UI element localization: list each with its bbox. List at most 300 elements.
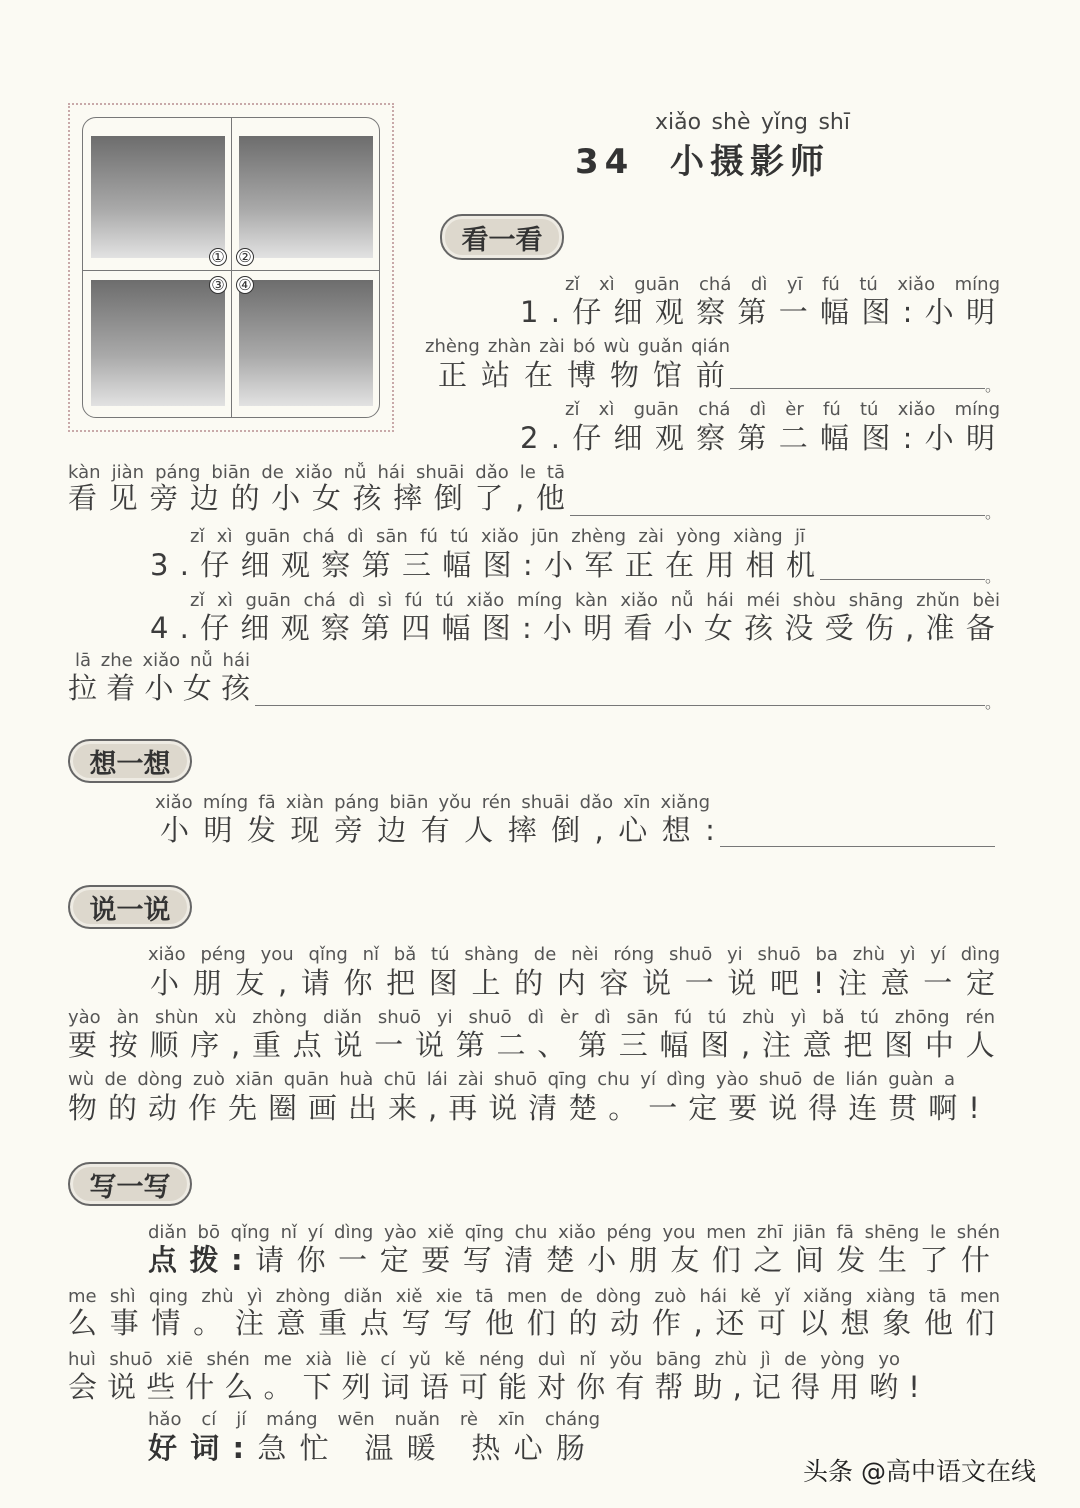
- character: 。: [608, 1091, 638, 1125]
- character: 馆: [652, 358, 682, 392]
- character: 正: [438, 358, 468, 392]
- character: 4: [150, 611, 169, 645]
- character: 语: [419, 1370, 449, 1404]
- pinyin-line: kàn jiàn páng biān de xiǎo nǚ hái shuāi dǎo le tā: [68, 462, 565, 483]
- character: 他: [535, 481, 565, 515]
- character: 小: [924, 295, 954, 329]
- question-4-line: [150, 610, 995, 646]
- character: 他: [923, 1306, 953, 1340]
- character: 幅: [442, 548, 472, 582]
- character: 一: [684, 966, 714, 1000]
- character: 倒: [551, 813, 581, 847]
- character: 说: [107, 1370, 137, 1404]
- character: 说: [768, 1091, 798, 1125]
- lesson-name: 小摄影师: [670, 142, 831, 182]
- panel-number: ④: [236, 276, 254, 294]
- character: :: [705, 813, 715, 847]
- character: 女: [311, 481, 341, 515]
- character: 友: [670, 1243, 700, 1277]
- answer-blank-2[interactable]: [570, 515, 985, 516]
- character: 得: [808, 1091, 838, 1125]
- character: !: [812, 966, 825, 1000]
- character: 词: [380, 1370, 410, 1404]
- pinyin-line: me shì qing zhù yì zhòng diǎn xiě xie tā men de dòng zuò hái kě yǐ xiǎng xiàng tā men: [68, 1286, 1000, 1307]
- character: 词: [190, 1431, 220, 1465]
- character: 前: [695, 358, 725, 392]
- character: 明: [965, 295, 995, 329]
- character: 一: [778, 295, 808, 329]
- character: 图: [700, 1028, 730, 1062]
- character: 小: [663, 611, 693, 645]
- period: 。: [985, 376, 1002, 395]
- question-2-line: [520, 420, 995, 456]
- character: 要: [421, 1243, 451, 1277]
- character: 写: [443, 1306, 473, 1340]
- character: 在: [523, 358, 553, 392]
- panel-3-image: [91, 280, 225, 406]
- title-pinyin: xiǎo shè yǐng shī: [655, 110, 850, 135]
- character: 见: [108, 481, 138, 515]
- character: 观: [280, 548, 310, 582]
- answer-blank-3[interactable]: [820, 579, 985, 580]
- character: ,: [231, 1028, 241, 1062]
- panel-divider: [83, 270, 379, 271]
- character: !: [908, 1370, 920, 1404]
- period: 。: [985, 503, 1002, 522]
- character: 一: [648, 1091, 678, 1125]
- character: 楚: [545, 1243, 575, 1277]
- question-1-line: [438, 357, 725, 393]
- character: 点: [359, 1306, 389, 1340]
- character: 2: [520, 421, 539, 455]
- character: 把: [843, 1028, 873, 1062]
- character: 孩: [744, 611, 774, 645]
- character: 列: [341, 1370, 371, 1404]
- character: 小: [544, 548, 574, 582]
- pinyin-line: zǐ xì guān chá dì sì fú tú xiǎo míng kàn xiǎo nǚ hái méi shòu shāng zhǔn bèi: [190, 590, 1000, 611]
- character: 作: [651, 1306, 681, 1340]
- character: 友: [235, 966, 265, 1000]
- panel-2-image: [239, 136, 373, 258]
- character: 之: [753, 1243, 783, 1277]
- pinyin-line: yào àn shùn xù zhòng diǎn shuō yi shuō dì èr dì sān fú tú zhù yì bǎ tú zhōng rén: [68, 1007, 995, 1028]
- character: ,: [732, 1370, 742, 1404]
- character: 请: [300, 966, 330, 1000]
- character: 用: [830, 1370, 860, 1404]
- character: 点: [148, 1243, 178, 1277]
- character: .: [550, 295, 560, 329]
- character: 想: [840, 1306, 870, 1340]
- character: 以: [798, 1306, 828, 1340]
- character: 急: [257, 1431, 287, 1465]
- character: 。: [263, 1370, 293, 1404]
- character: 小: [271, 481, 301, 515]
- character: 你: [343, 966, 373, 1000]
- character: 倒: [433, 481, 463, 515]
- character: 四: [401, 611, 431, 645]
- character: 女: [703, 611, 733, 645]
- write-tip-line: [68, 1369, 920, 1405]
- character: 说: [642, 966, 672, 1000]
- character: 一: [923, 966, 953, 1000]
- character: 好: [148, 1431, 178, 1465]
- character: ,: [693, 1306, 703, 1340]
- character: 备: [965, 611, 995, 645]
- character: 小: [587, 1243, 617, 1277]
- panel-number: ①: [209, 248, 227, 266]
- pinyin-line: xiǎo péng you qǐng nǐ bǎ tú shàng de nèi róng shuō yi shuō ba zhù yì yí dìng: [148, 944, 1000, 965]
- character: ,: [594, 813, 604, 847]
- character: 意: [880, 966, 910, 1000]
- character: 先: [228, 1091, 258, 1125]
- character: 图: [481, 611, 511, 645]
- character: 察: [321, 548, 351, 582]
- character: 肠: [555, 1431, 585, 1465]
- character: 旁: [333, 813, 363, 847]
- character: 们: [965, 1306, 995, 1340]
- character: 二: [496, 1028, 526, 1062]
- character: 察: [696, 421, 726, 455]
- character: 助: [693, 1370, 723, 1404]
- character: 要: [68, 1028, 98, 1062]
- character: 第: [455, 1028, 485, 1062]
- question-4-line: [68, 670, 250, 706]
- character: 看: [68, 481, 98, 515]
- pinyin-line: hǎo cí jí máng wēn nuǎn rè xīn cháng: [148, 1409, 600, 1430]
- section-say-badge: 说一说: [68, 885, 192, 929]
- character: 间: [794, 1243, 824, 1277]
- character: 清: [504, 1243, 534, 1277]
- character: 把: [386, 966, 416, 1000]
- question-3-line: [150, 547, 815, 583]
- pinyin-line: zhèng zhàn zài bó wù guǎn qián: [425, 336, 730, 357]
- character: 小: [144, 671, 174, 705]
- character: :: [521, 611, 532, 645]
- character: 观: [654, 295, 684, 329]
- character: 注: [837, 966, 867, 1000]
- character: 明: [583, 611, 613, 645]
- character: ,: [905, 611, 915, 645]
- character: 旁: [149, 481, 179, 515]
- character: 要: [728, 1091, 758, 1125]
- character: 点: [292, 1028, 322, 1062]
- character: 。: [193, 1306, 223, 1340]
- character: 的: [108, 1091, 138, 1125]
- character: 能: [498, 1370, 528, 1404]
- character: 朋: [628, 1243, 658, 1277]
- character: 着: [106, 671, 136, 705]
- think-line: [160, 812, 715, 848]
- panel-1-image: [91, 136, 225, 258]
- character: 人: [965, 1028, 995, 1062]
- character: 了: [919, 1243, 949, 1277]
- character: 有: [420, 813, 450, 847]
- section-look-badge: 看一看: [440, 214, 564, 260]
- character: 请: [255, 1243, 285, 1277]
- character: 二: [778, 421, 808, 455]
- character: 意: [802, 1028, 832, 1062]
- character: 第: [361, 611, 391, 645]
- character: 仔: [200, 611, 230, 645]
- character: 一: [338, 1243, 368, 1277]
- character: 孩: [220, 671, 250, 705]
- character: 发: [246, 813, 276, 847]
- character: 心: [618, 813, 648, 847]
- character: 博: [566, 358, 596, 392]
- character: 注: [761, 1028, 791, 1062]
- character: 察: [696, 295, 726, 329]
- character: .: [179, 611, 189, 645]
- character: :: [231, 1243, 243, 1277]
- character: 画: [308, 1091, 338, 1125]
- character: 什: [185, 1370, 215, 1404]
- character: ,: [428, 1091, 438, 1125]
- character: 图: [482, 548, 512, 582]
- character: 图: [428, 966, 458, 1000]
- character: 摔: [393, 481, 423, 515]
- character: 朋: [192, 966, 222, 1000]
- character: 3: [150, 548, 169, 582]
- character: 受: [824, 611, 854, 645]
- comic-illustration: [68, 103, 394, 432]
- character: 吧: [770, 966, 800, 1000]
- character: 伤: [864, 611, 894, 645]
- character: 来: [388, 1091, 418, 1125]
- character: 象: [882, 1306, 912, 1340]
- character: 、: [537, 1028, 567, 1062]
- character: 小: [924, 421, 954, 455]
- character: 的: [568, 1306, 598, 1340]
- character: 物: [609, 358, 639, 392]
- character: :: [902, 421, 913, 455]
- panel-number: ③: [209, 276, 227, 294]
- character: 重: [251, 1028, 281, 1062]
- character: 下: [302, 1370, 332, 1404]
- say-line: [68, 1027, 995, 1063]
- character: 定: [688, 1091, 718, 1125]
- character: 没: [784, 611, 814, 645]
- pinyin-line: diǎn bō qǐng nǐ yí dìng yào xiě qīng chu xiǎo péng you men zhī jiān fā shēng le shén: [148, 1222, 1000, 1243]
- pinyin-line: lā zhe xiǎo nǚ hái: [75, 650, 250, 671]
- character: 重: [318, 1306, 348, 1340]
- character: 定: [965, 966, 995, 1000]
- character: ,: [277, 966, 288, 1000]
- panel-number: ②: [236, 248, 254, 266]
- character: 仔: [200, 548, 230, 582]
- character: 会: [68, 1370, 98, 1404]
- character: :: [902, 295, 913, 329]
- character: 哟: [869, 1370, 899, 1404]
- character: 生: [877, 1243, 907, 1277]
- character: 第: [361, 548, 391, 582]
- character: 幅: [820, 295, 850, 329]
- character: 一: [374, 1028, 404, 1062]
- character: 写: [401, 1306, 431, 1340]
- answer-blank-1[interactable]: [730, 388, 985, 389]
- character: 容: [599, 966, 629, 1000]
- character: 仔: [572, 421, 602, 455]
- character: 幅: [820, 421, 850, 455]
- write-tip-line: [68, 1305, 995, 1341]
- character: 么: [224, 1370, 254, 1404]
- character: 什: [960, 1243, 990, 1277]
- character: 用: [705, 548, 735, 582]
- character: 清: [528, 1091, 558, 1125]
- character: 些: [146, 1370, 176, 1404]
- character: 第: [737, 421, 767, 455]
- character: 小: [150, 966, 180, 1000]
- pinyin-line: zǐ xì guān chá dì sān fú tú xiǎo jūn zhèng zài yòng xiàng jī: [190, 526, 805, 547]
- character: 拨: [189, 1243, 219, 1277]
- character: 事: [109, 1306, 139, 1340]
- character: 细: [240, 611, 270, 645]
- character: 中: [924, 1028, 954, 1062]
- character: 再: [448, 1091, 478, 1125]
- character: ,: [515, 481, 525, 515]
- character: 女: [182, 671, 212, 705]
- character: [449, 1430, 458, 1466]
- character: !: [968, 1091, 980, 1125]
- period: 。: [985, 567, 1002, 586]
- pinyin-line: zǐ xì guān chá dì èr fú tú xiǎo míng: [565, 399, 1000, 420]
- character: 贯: [888, 1091, 918, 1125]
- character: 摔: [507, 813, 537, 847]
- character: 圈: [268, 1091, 298, 1125]
- character: 序: [190, 1028, 220, 1062]
- character: 说: [414, 1028, 444, 1062]
- character: 上: [471, 966, 501, 1000]
- character: 了: [474, 481, 504, 515]
- character: 的: [230, 481, 260, 515]
- character: .: [179, 548, 189, 582]
- character: 正: [624, 548, 654, 582]
- watermark: 头条 @高中语文在线: [803, 1457, 1036, 1486]
- character: 温: [364, 1431, 394, 1465]
- character: 细: [240, 548, 270, 582]
- character: 细: [613, 421, 643, 455]
- character: 在: [665, 548, 695, 582]
- character: 图: [884, 1028, 914, 1062]
- character: 出: [348, 1091, 378, 1125]
- section-think-badge: 想一想: [68, 739, 192, 783]
- character: 注: [234, 1306, 264, 1340]
- question-2-line: [68, 480, 565, 516]
- character: 说: [727, 966, 757, 1000]
- character: 说: [333, 1028, 363, 1062]
- character: 还: [715, 1306, 745, 1340]
- pinyin-line: wù de dòng zuò xiān quān huà chū lái zài shuō qīng chu yí dìng yào shuō de lián guàn a: [68, 1069, 955, 1090]
- character: 图: [861, 421, 891, 455]
- character: 你: [576, 1370, 606, 1404]
- character: 拉: [68, 671, 98, 705]
- character: 们: [711, 1243, 741, 1277]
- answer-blank-think[interactable]: [720, 846, 995, 847]
- write-tip-line: [148, 1242, 990, 1278]
- character: 连: [848, 1091, 878, 1125]
- character: 啊: [928, 1091, 958, 1125]
- character: 观: [280, 611, 310, 645]
- character: 作: [188, 1091, 218, 1125]
- panel-4-image: [239, 280, 373, 406]
- character: 机: [785, 548, 815, 582]
- character: 楚: [568, 1091, 598, 1125]
- character: 写: [462, 1243, 492, 1277]
- character: 第: [577, 1028, 607, 1062]
- character: 可: [757, 1306, 787, 1340]
- character: 对: [537, 1370, 567, 1404]
- period: 。: [985, 693, 1002, 712]
- character: 三: [401, 548, 431, 582]
- character: 动: [610, 1306, 640, 1340]
- lesson-number: 34: [575, 142, 635, 182]
- character: 你: [296, 1243, 326, 1277]
- character: :: [232, 1431, 245, 1465]
- character: 按: [108, 1028, 138, 1062]
- character: 幅: [659, 1028, 689, 1062]
- character: 记: [751, 1370, 781, 1404]
- character: 明: [203, 813, 233, 847]
- character: 孩: [352, 481, 382, 515]
- character: 他: [485, 1306, 515, 1340]
- good-words-line: [148, 1430, 585, 1466]
- character: 想: [661, 813, 691, 847]
- question-1-line: [520, 294, 995, 330]
- character: 1: [520, 295, 539, 329]
- say-line: [150, 965, 995, 1001]
- character: 图: [861, 295, 891, 329]
- character: 小: [160, 813, 190, 847]
- character: 准: [925, 611, 955, 645]
- character: 边: [189, 481, 219, 515]
- character: 站: [480, 358, 510, 392]
- character: ,: [740, 1028, 751, 1062]
- pinyin-line: zǐ xì guān chá dì yī fú tú xiǎo míng: [565, 274, 1000, 295]
- pinyin-line: huì shuō xiē shén me xià liè cí yǔ kě néng duì nǐ yǒu bāng zhù jì de yòng yo: [68, 1349, 900, 1370]
- character: 幅: [441, 611, 471, 645]
- character: 察: [320, 611, 350, 645]
- character: 内: [556, 966, 586, 1000]
- character: .: [550, 421, 560, 455]
- character: [342, 1430, 351, 1466]
- character: 说: [488, 1091, 518, 1125]
- character: 边: [377, 813, 407, 847]
- lesson-title: [575, 134, 830, 183]
- answer-blank-4[interactable]: [255, 705, 985, 706]
- character: 三: [618, 1028, 648, 1062]
- character: 第: [737, 295, 767, 329]
- character: 的: [514, 966, 544, 1000]
- section-write-badge: 写一写: [68, 1162, 192, 1206]
- character: 动: [148, 1091, 178, 1125]
- character: 物: [68, 1091, 98, 1125]
- character: 细: [613, 295, 643, 329]
- character: 意: [276, 1306, 306, 1340]
- character: 定: [379, 1243, 409, 1277]
- character: 看: [623, 611, 653, 645]
- character: 观: [654, 421, 684, 455]
- character: 军: [584, 548, 614, 582]
- character: 们: [526, 1306, 556, 1340]
- character: 情: [151, 1306, 181, 1340]
- character: 有: [615, 1370, 645, 1404]
- character: 顺: [149, 1028, 179, 1062]
- character: 人: [464, 813, 494, 847]
- character: 么: [68, 1306, 98, 1340]
- panel-divider: [231, 118, 232, 417]
- character: 得: [790, 1370, 820, 1404]
- character: 心: [513, 1431, 543, 1465]
- character: 相: [745, 548, 775, 582]
